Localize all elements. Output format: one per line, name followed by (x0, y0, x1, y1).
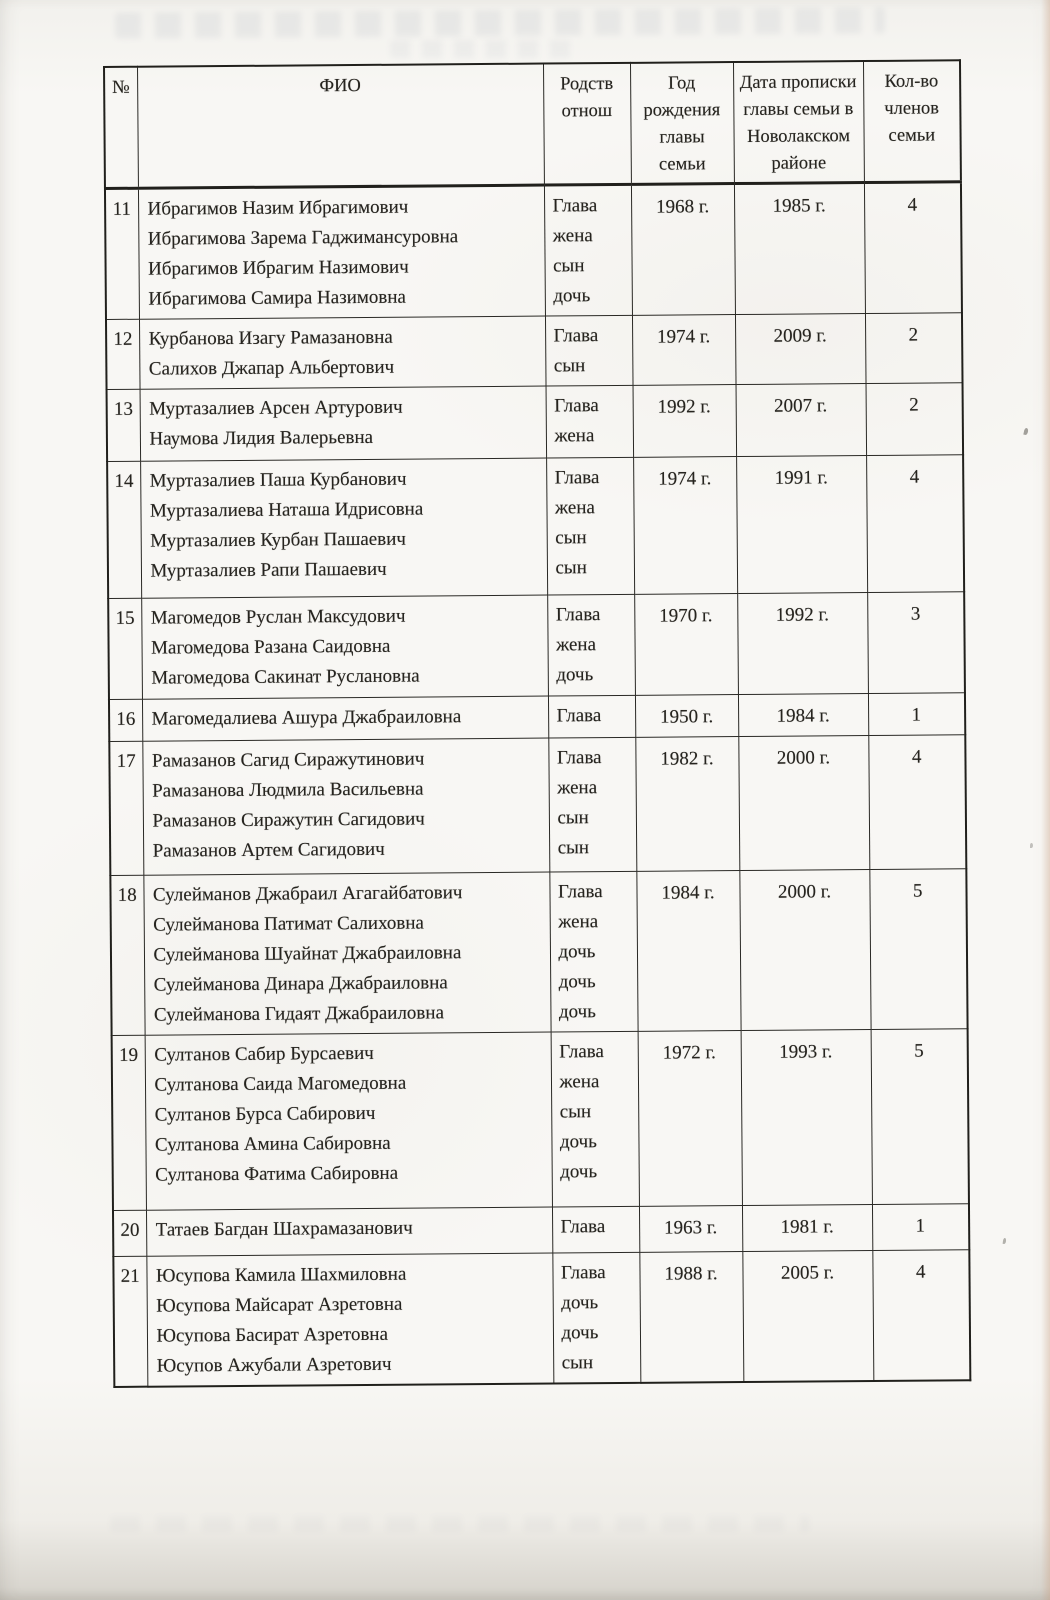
relations: Глава (548, 695, 635, 738)
bleed-through-text-top (115, 7, 885, 38)
relations: Глава жена сын дочь (544, 184, 632, 316)
members-count: 5 (871, 1029, 969, 1205)
registration-year: 2005 г. (742, 1250, 873, 1382)
table-row (107, 455, 964, 599)
relations: Глава (552, 1206, 639, 1253)
table-row (108, 592, 965, 700)
col-header-relation: Родств отнош (543, 63, 631, 185)
header-row (104, 60, 961, 188)
registration-year: 2007 г. (736, 384, 867, 457)
family-members: Султанов Сабир Бурсаевич Султанова Саида Магомедовна Султанов Бурса Сабирович Султанова Амина Сабировна Султанова Фатима Сабировна (145, 1032, 552, 1210)
birth-year: 1963 г. (639, 1206, 742, 1253)
family-members: Рамазанов Сагид Сиражутинович Рамазанова Людмила Васильевна Рамазанов Сиражутин Сагидович Рамазанов Артем Сагидович (142, 738, 549, 875)
row-number: 14 (107, 461, 141, 598)
table-row (113, 1204, 969, 1257)
row-number: 16 (109, 699, 142, 741)
scan-speck (1003, 1238, 1007, 1244)
relations: Глава жена сын сын (548, 737, 636, 872)
bleed-through-text-bottom (110, 1516, 810, 1532)
relations: Глава жена дочь дочь дочь (549, 871, 637, 1032)
registration-year: 1981 г. (742, 1204, 872, 1251)
birth-year: 1992 г. (633, 385, 737, 458)
members-count: 3 (867, 592, 965, 694)
family-members: Юсупова Камила Шахмиловна Юсупова Майсарат Азретовна Юсупова Басират Азретовна Юсупов Ажубали Азретович (146, 1253, 553, 1387)
family-members: Сулейманов Джабраил Агагайбатович Сулейманова Патимат Салиховна Сулейманова Шуайнат Джабраиловна Сулейманова Динара Джабраиловна Сулейманова Гидаят Джабраиловна (143, 872, 550, 1035)
registration-year: 1984 г. (738, 694, 868, 737)
row-number: 12 (106, 319, 140, 389)
table-row (112, 1029, 969, 1211)
registration-year: 2009 г. (735, 314, 866, 385)
members-count: 4 (866, 455, 964, 593)
col-header-registration-date: Дата прописки главы семьи в Новолакском районе (733, 61, 864, 184)
row-number: 20 (113, 1210, 146, 1256)
birth-year: 1974 г. (632, 315, 736, 386)
registration-year: 1991 г. (736, 456, 867, 594)
col-header-birth-year: Год рождения главы семьи (630, 62, 734, 184)
family-members: Магомедалиева Ашура Джабраиловна (142, 696, 548, 741)
row-number: 19 (112, 1035, 146, 1210)
row-number: 18 (110, 875, 144, 1035)
members-count: 2 (865, 313, 963, 384)
members-count: 4 (868, 735, 966, 870)
table-row (107, 383, 964, 462)
birth-year: 1968 г. (631, 184, 735, 316)
family-members: Муртазалиев Паша Курбанович Муртазалиева Наташа Идрисовна Муртазалиев Курбан Пашаевич Муртазалиев Рапи Пашаевич (140, 458, 547, 598)
relations: Глава жена дочь (547, 594, 635, 696)
table-row (105, 182, 962, 320)
row-number: 17 (109, 741, 143, 875)
family-members: Муртазалиев Арсен Артурович Наумова Лидия Валерьевна (140, 386, 547, 461)
birth-year: 1950 г. (635, 695, 738, 738)
relations: Глава жена (546, 385, 634, 458)
family-members: Татаев Багдан Шахрамазанович (146, 1207, 552, 1256)
birth-year: 1970 г. (634, 594, 738, 696)
table-row (109, 693, 965, 742)
scan-edge-strip (1041, 0, 1050, 1600)
registration-year: 2000 г. (739, 870, 870, 1031)
birth-year: 1984 г. (636, 871, 740, 1032)
table-row (113, 1250, 970, 1387)
row-number: 13 (107, 389, 141, 461)
scan-speck (1030, 843, 1033, 848)
birth-year: 1988 г. (639, 1252, 743, 1383)
members-count: 1 (868, 693, 965, 736)
table-row (109, 735, 966, 876)
relations: Глава дочь дочь сын (552, 1252, 640, 1383)
members-count: 5 (869, 869, 967, 1030)
relations: Глава жена сын сын (546, 457, 634, 595)
scan-speck (1023, 428, 1028, 436)
relations: Глава сын (545, 315, 633, 386)
table-row (110, 869, 967, 1036)
birth-year: 1972 г. (638, 1031, 742, 1207)
bleed-through-text-top-2 (390, 40, 580, 58)
registration-year: 2000 г. (738, 736, 869, 871)
row-number: 15 (108, 598, 142, 699)
row-number: 11 (105, 188, 139, 319)
col-header-num: № (104, 67, 138, 189)
family-members: Курбанова Изагу Рамазановна Салихов Джапар Альбертович (139, 316, 546, 389)
registration-year: 1985 г. (734, 183, 865, 315)
birth-year: 1982 г. (635, 737, 739, 872)
birth-year: 1974 г. (633, 457, 737, 595)
members-count: 2 (866, 383, 964, 456)
members-count: 4 (864, 182, 962, 314)
family-members: Магомедов Руслан Максудович Магомедова Разана Саидовна Магомедова Сакинат Руслановна (141, 595, 548, 699)
members-count: 4 (872, 1250, 970, 1381)
col-header-fio: ФИО (137, 64, 544, 189)
family-registry-table (103, 59, 971, 1388)
relations: Глава жена сын дочь дочь (551, 1031, 639, 1207)
members-count: 1 (872, 1204, 969, 1251)
registration-year: 1993 г. (741, 1030, 872, 1206)
col-header-members-count: Кол-во членов семьи (863, 60, 961, 182)
family-members: Ибрагимов Назим Ибрагимович Ибрагимова Зарема Гаджимансуровна Ибрагимов Ибрагим Назимович Ибрагимова Самира Назимовна (138, 185, 545, 319)
table-row (106, 313, 963, 390)
registration-year: 1992 г. (737, 593, 868, 695)
row-number: 21 (113, 1256, 147, 1387)
